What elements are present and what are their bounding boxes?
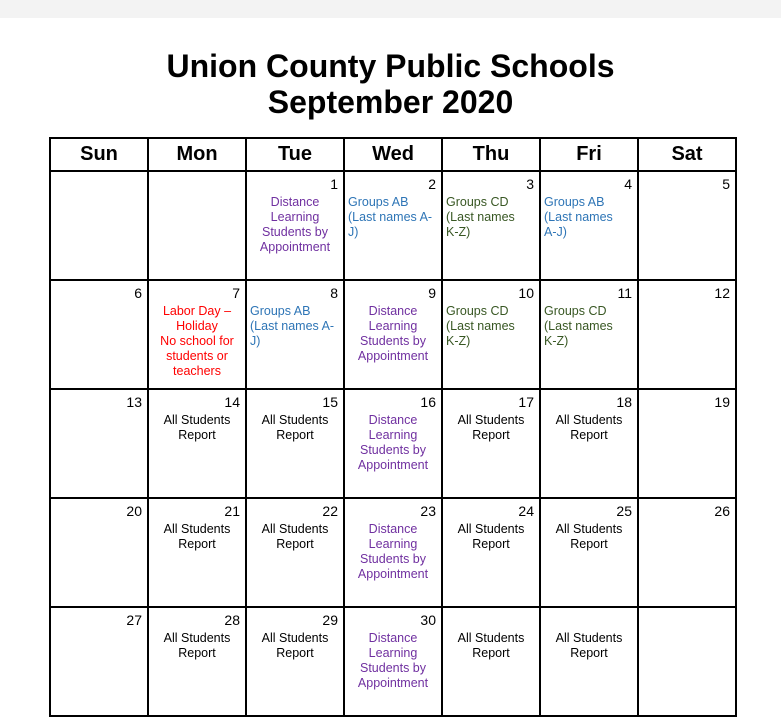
event-distance-learning: Distance Learning Students by Appointment (259, 195, 331, 254)
event-all-students: All Students Report (457, 522, 525, 551)
event-all-students: All Students Report (163, 413, 231, 442)
day-number: 29 (322, 612, 338, 628)
day-cell-23 (344, 498, 442, 607)
weekday-header-row (50, 138, 736, 171)
weekday-wed: Wed (344, 138, 442, 171)
event-all-students: All Students Report (163, 631, 231, 660)
day-cell-6 (50, 280, 148, 389)
day-number: 30 (420, 612, 436, 628)
day-number: 18 (616, 394, 632, 410)
day-number: 24 (518, 503, 534, 519)
day-number: 22 (322, 503, 338, 519)
week-row-5 (50, 607, 736, 716)
day-number: 12 (714, 285, 730, 301)
day-cell-7 (148, 280, 246, 389)
event-groups-cd: Groups CD (Last names K-Z) (446, 195, 515, 239)
week-row-4 (50, 498, 736, 607)
event-groups-ab: Groups AB (Last names A-J) (544, 195, 613, 239)
day-cell-2 (344, 171, 442, 280)
event-distance-learning: Distance Learning Students by Appointment (357, 304, 429, 363)
event-distance-learning: Distance Learning Students by Appointment (357, 522, 429, 581)
day-number: 3 (526, 176, 534, 192)
day-number: 1 (330, 176, 338, 192)
day-cell-21 (148, 498, 246, 607)
week-row-2 (50, 280, 736, 389)
day-cell-24 (442, 498, 540, 607)
event-all-students: All Students Report (261, 413, 329, 442)
day-cell-11 (540, 280, 638, 389)
day-number: 9 (428, 285, 436, 301)
day-cell-14 (148, 389, 246, 498)
event-all-students: All Students Report (457, 631, 525, 660)
day-cell-15 (246, 389, 344, 498)
day-number: 15 (322, 394, 338, 410)
event-distance-learning: Distance Learning Students by Appointment (357, 631, 429, 690)
calendar-table (49, 137, 737, 717)
day-number: 7 (232, 285, 240, 301)
day-number: 19 (714, 394, 730, 410)
event-groups-ab: Groups AB (Last names A- J) (250, 304, 335, 348)
day-cell-oct-fri (540, 607, 638, 716)
event-all-students: All Students Report (555, 522, 623, 551)
day-cell-3 (442, 171, 540, 280)
event-all-students: All Students Report (163, 522, 231, 551)
day-cell-25 (540, 498, 638, 607)
day-number: 2 (428, 176, 436, 192)
day-cell-20 (50, 498, 148, 607)
day-number: 27 (126, 612, 142, 628)
top-bar (0, 0, 781, 18)
day-cell-18 (540, 389, 638, 498)
day-number: 10 (518, 285, 534, 301)
title-line-2: September 2020 (267, 84, 514, 120)
day-cell-17 (442, 389, 540, 498)
event-groups-cd: Groups CD (Last names K-Z) (544, 304, 613, 348)
day-number: 17 (518, 394, 534, 410)
day-number: 5 (722, 176, 730, 192)
day-number: 4 (624, 176, 632, 192)
day-number: 8 (330, 285, 338, 301)
day-number: 11 (617, 285, 632, 301)
day-cell-8 (246, 280, 344, 389)
day-cell-16 (344, 389, 442, 498)
day-cell-10 (442, 280, 540, 389)
page-title (0, 48, 781, 120)
day-cell-26 (638, 498, 736, 607)
week-row-3 (50, 389, 736, 498)
event-all-students: All Students Report (555, 413, 623, 442)
day-number: 21 (224, 503, 240, 519)
day-cell-9 (344, 280, 442, 389)
day-cell-28 (148, 607, 246, 716)
day-number: 16 (420, 394, 436, 410)
event-distance-learning: Distance Learning Students by Appointment (357, 413, 429, 472)
day-cell-12 (638, 280, 736, 389)
day-cell-30 (344, 607, 442, 716)
weekday-sun: Sun (50, 138, 148, 171)
weekday-fri: Fri (540, 138, 638, 171)
event-groups-cd: Groups CD (Last names K-Z) (446, 304, 515, 348)
day-number: 28 (224, 612, 240, 628)
event-all-students: All Students Report (261, 522, 329, 551)
day-number: 23 (420, 503, 436, 519)
day-cell-oct-thu (442, 607, 540, 716)
event-all-students: All Students Report (457, 413, 525, 442)
week-row-1 (50, 171, 736, 280)
title-line-1: Union County Public Schools (166, 48, 615, 84)
day-cell-29 (246, 607, 344, 716)
event-all-students: All Students Report (555, 631, 623, 660)
day-number: 13 (126, 394, 142, 410)
event-labor-day: Labor Day – Holiday No school for students or teachers (160, 304, 234, 378)
day-cell-empty (50, 171, 148, 280)
day-number: 25 (616, 503, 632, 519)
day-number: 14 (224, 394, 240, 410)
weekday-mon: Mon (148, 138, 246, 171)
day-number: 26 (714, 503, 730, 519)
day-cell-5 (638, 171, 736, 280)
day-cell-19 (638, 389, 736, 498)
day-cell-4 (540, 171, 638, 280)
weekday-sat: Sat (638, 138, 736, 171)
day-cell-empty (638, 607, 736, 716)
day-number: 6 (134, 285, 142, 301)
event-groups-ab: Groups AB (Last names A- J) (348, 195, 433, 239)
day-cell-13 (50, 389, 148, 498)
day-cell-1 (246, 171, 344, 280)
weekday-thu: Thu (442, 138, 540, 171)
day-cell-empty (148, 171, 246, 280)
day-cell-27 (50, 607, 148, 716)
day-number: 20 (126, 503, 142, 519)
day-cell-22 (246, 498, 344, 607)
event-all-students: All Students Report (261, 631, 329, 660)
weekday-tue: Tue (246, 138, 344, 171)
